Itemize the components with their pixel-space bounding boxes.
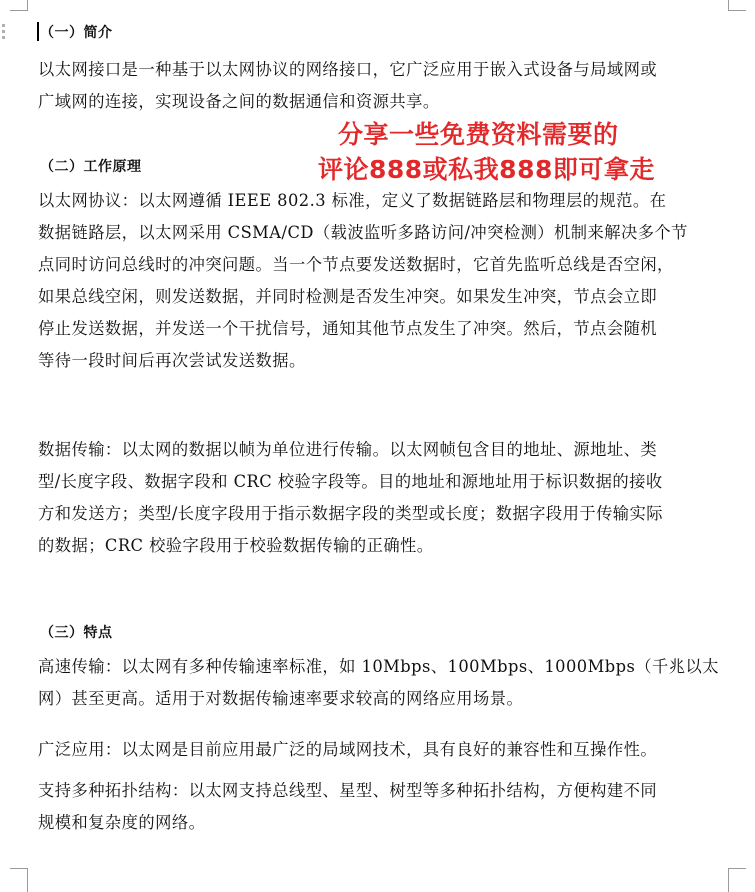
text-line: 如果总线空闲，则发送数据，并同时检测是否发生冲突。如果发生冲突，节点会立即 bbox=[38, 287, 658, 306]
text-line: 的数据；CRC 校验字段用于校验数据传输的正确性。 bbox=[38, 536, 434, 555]
text-line: 数据传输：以太网的数据以帧为单位进行传输。以太网帧包含目的地址、源地址、类 bbox=[38, 440, 658, 459]
paragraph-wide-use bbox=[38, 734, 738, 766]
text-line: 停止发送数据，并发送一个干扰信号，通知其他节点发生了冲突。然后，节点会随机 bbox=[38, 319, 658, 338]
crop-mark-top-left-v bbox=[27, 0, 28, 11]
margin-handle bbox=[2, 24, 6, 42]
crop-mark-bottom-right-h bbox=[728, 868, 746, 869]
overlay-text-line1: 分享一些免费资料需要的 bbox=[338, 120, 619, 149]
crop-mark-bottom-right-v bbox=[728, 868, 729, 892]
text-cursor bbox=[37, 22, 39, 41]
paragraph-topology bbox=[38, 775, 738, 839]
crop-mark-bottom-left-h bbox=[10, 868, 28, 869]
crop-mark-top-right-v bbox=[728, 0, 729, 11]
text-line: 高速传输：以太网有多种传输速率标准，如 10Mbps、100Mbps、1000Mbps（千兆以太 bbox=[38, 657, 719, 676]
text-line: 等待一段时间后再次尝试发送数据。 bbox=[38, 351, 306, 370]
text-line: 方和发送方；类型/长度字段用于指示数据字段的类型或长度；数据字段用于传输实际 bbox=[38, 504, 663, 523]
text-line: 以太网协议：以太网遵循 IEEE 802.3 标准，定义了数据链路层和物理层的规范。在 bbox=[38, 191, 667, 210]
section-heading-intro: （一）简介 bbox=[40, 25, 113, 41]
paragraph-intro bbox=[38, 54, 738, 118]
text-line: 以太网接口是一种基于以太网协议的网络接口，它广泛应用于嵌入式设备与局域网或 bbox=[38, 60, 658, 79]
crop-mark-top-right-h bbox=[728, 10, 746, 11]
text-line: 网）甚至更高。适用于对数据传输速率要求较高的网络应用场景。 bbox=[38, 689, 524, 708]
section-heading-principle: （二）工作原理 bbox=[40, 159, 142, 175]
paragraph-ethernet-protocol bbox=[38, 185, 738, 377]
text-line: 数据链路层，以太网采用 CSMA/CD（载波监听多路访问/冲突检测）机制来解决多个节 bbox=[38, 223, 688, 242]
crop-mark-top-left-h bbox=[10, 10, 28, 11]
text-line: 点同时访问总线时的冲突问题。当一个节点要发送数据时，它首先监听总线是否空闲， bbox=[38, 255, 674, 274]
text-line: 支持多种拓扑结构：以太网支持总线型、星型、树型等多种拓扑结构，方便构建不同 bbox=[38, 781, 658, 800]
overlay-text-line2: 评论888或私我888即可拿走 bbox=[318, 155, 655, 184]
section-heading-features: （三）特点 bbox=[40, 625, 113, 641]
text-line: 广泛应用：以太网是目前应用最广泛的局域网技术，具有良好的兼容性和互操作性。 bbox=[38, 740, 658, 759]
paragraph-data-transmission bbox=[38, 434, 738, 562]
text-line: 型/长度字段、数据字段和 CRC 校验字段等。目的地址和源地址用于标识数据的接收 bbox=[38, 472, 663, 491]
text-line: 广域网的连接，实现设备之间的数据通信和资源共享。 bbox=[38, 92, 440, 111]
crop-mark-bottom-left-v bbox=[27, 868, 28, 892]
text-line: 规模和复杂度的网络。 bbox=[38, 813, 206, 832]
paragraph-high-speed bbox=[38, 651, 738, 715]
